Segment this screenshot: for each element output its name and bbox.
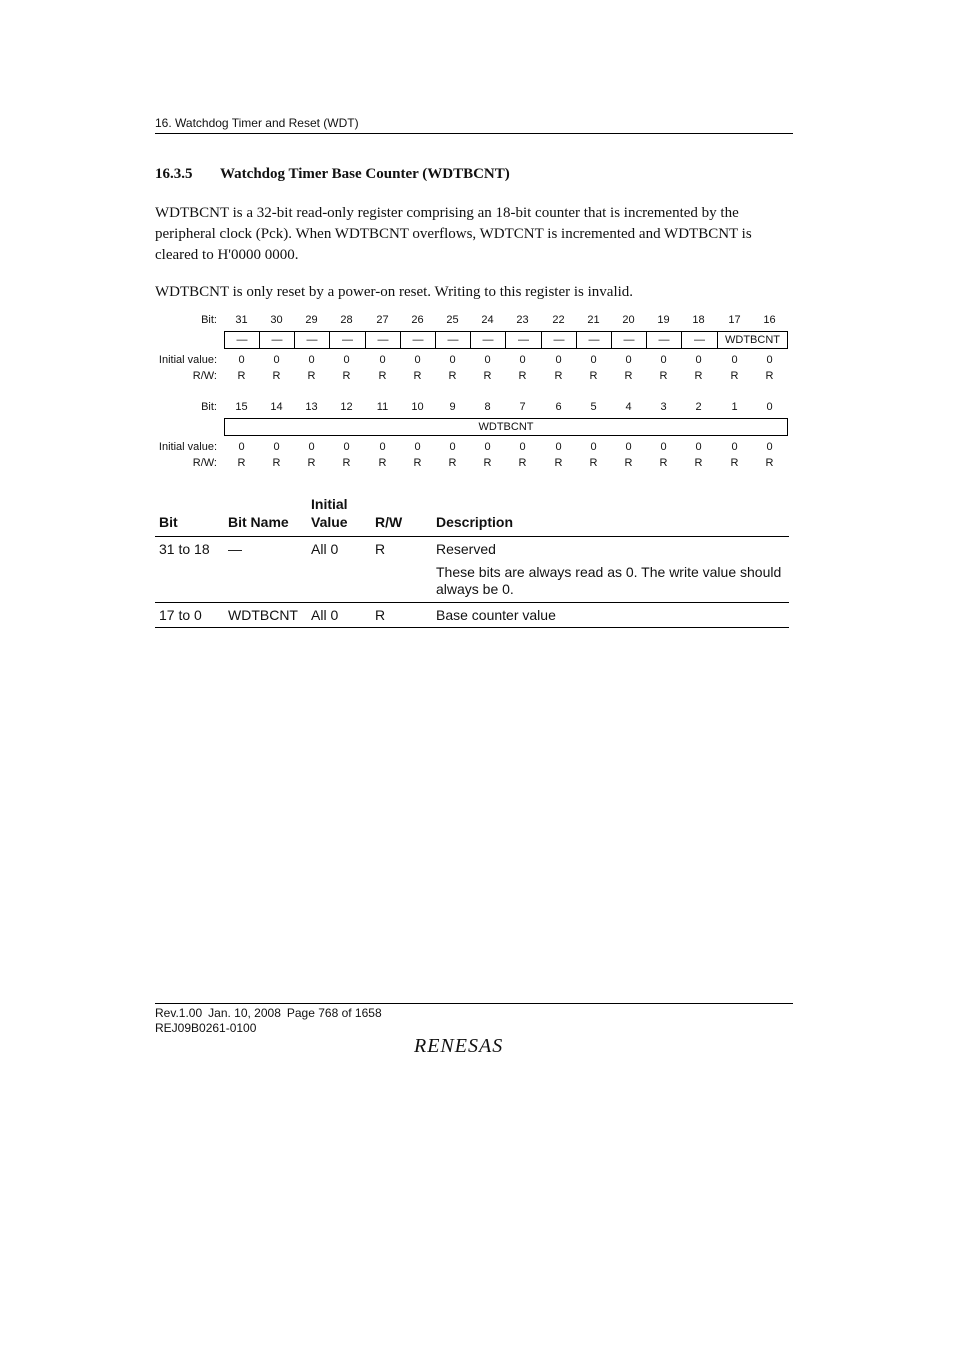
bit-number: 22 — [552, 314, 565, 326]
rw-value: R — [765, 370, 774, 382]
bit-number: 17 — [728, 314, 741, 326]
row-initial: All 0 — [311, 607, 339, 623]
rw-value: R — [659, 370, 668, 382]
row-rw: R — [375, 541, 386, 557]
register-diagram-upper — [155, 314, 795, 386]
rw-label: R/W: — [192, 457, 217, 469]
rw-value: R — [694, 370, 703, 382]
wdtbcnt-upper-field: WDTBCNT — [717, 331, 788, 349]
bit-number: 8 — [484, 401, 491, 413]
rw-value: R — [413, 370, 422, 382]
rw-row — [155, 457, 795, 473]
bit-number: 3 — [660, 401, 667, 413]
initial-value-label: Initial value: — [158, 354, 217, 366]
initial-value: 0 — [308, 441, 315, 453]
table-row — [155, 603, 789, 628]
rw-value: R — [765, 457, 774, 469]
bit-number: 18 — [692, 314, 705, 326]
header-rw: R/W — [375, 514, 403, 530]
bit-number: 24 — [481, 314, 494, 326]
wdtbcnt-lower-field: WDTBCNT — [224, 418, 788, 436]
initial-value: 0 — [343, 354, 350, 366]
reserved-field: — — [541, 331, 577, 349]
bit-number: 9 — [449, 401, 456, 413]
rw-value: R — [659, 457, 668, 469]
row-initial: All 0 — [311, 541, 339, 557]
bit-number: 4 — [625, 401, 632, 413]
reserved-field: — — [646, 331, 682, 349]
row-bit-name: — — [228, 541, 242, 557]
header-bit-name: Bit Name — [228, 514, 289, 530]
description-detail: These bits are always read as 0. The write value should always be 0. — [436, 564, 782, 597]
row-description — [436, 541, 786, 598]
initial-value: 0 — [590, 354, 597, 366]
initial-value-row — [155, 354, 795, 370]
rw-value: R — [272, 457, 281, 469]
rw-value: R — [554, 370, 563, 382]
reserved-field: — — [294, 331, 330, 349]
reserved-field: — — [435, 331, 471, 349]
bit-number: 28 — [340, 314, 353, 326]
bit-number-row — [155, 314, 795, 330]
paragraph-reset-note: WDTBCNT is only reset by a power-on reset. Writing to this register is invalid. — [155, 284, 634, 300]
initial-value: 0 — [379, 441, 386, 453]
row-rw: R — [375, 607, 386, 623]
initial-value: 0 — [308, 354, 315, 366]
rw-value: R — [518, 370, 527, 382]
table-row — [155, 537, 789, 603]
reserved-field: — — [505, 331, 542, 349]
rw-value: R — [518, 457, 527, 469]
page-footer — [155, 1006, 388, 1036]
initial-value: 0 — [238, 354, 245, 366]
initial-value: 0 — [484, 441, 491, 453]
rw-value: R — [589, 370, 598, 382]
rw-value: R — [589, 457, 598, 469]
row-description: Base counter value — [436, 607, 556, 623]
initial-value: 0 — [555, 441, 562, 453]
initial-value: 0 — [519, 441, 526, 453]
header-rule — [155, 133, 793, 134]
footer-rev: Rev.1.00 — [155, 1006, 203, 1020]
reserved-field: — — [329, 331, 366, 349]
field-box-row — [155, 331, 795, 351]
bit-label: Bit: — [201, 401, 217, 413]
rw-value: R — [378, 457, 387, 469]
rw-value: R — [448, 457, 457, 469]
bit-number: 27 — [376, 314, 389, 326]
bit-number: 1 — [731, 401, 738, 413]
initial-value: 0 — [625, 354, 632, 366]
rw-value: R — [272, 370, 281, 382]
table-header — [155, 494, 789, 537]
reserved-field: — — [611, 331, 647, 349]
bit-number: 2 — [695, 401, 702, 413]
rw-row — [155, 370, 795, 386]
rw-value: R — [307, 457, 316, 469]
initial-value: 0 — [766, 441, 773, 453]
initial-value: 0 — [449, 354, 456, 366]
section-title: Watchdog Timer Base Counter (WDTBCNT) — [220, 166, 510, 182]
header-initial-value — [311, 495, 348, 531]
rw-value: R — [624, 370, 633, 382]
footer-doc-number: REJ09B0261-0100 — [155, 1021, 257, 1035]
initial-value-row — [155, 441, 795, 457]
reserved-field: — — [576, 331, 612, 349]
initial-value: 0 — [590, 441, 597, 453]
rw-value: R — [307, 370, 316, 382]
initial-value: 0 — [343, 441, 350, 453]
bit-number: 7 — [519, 401, 526, 413]
initial-value: 0 — [766, 354, 773, 366]
running-header: 16. Watchdog Timer and Reset (WDT) — [155, 116, 359, 130]
initial-value: 0 — [449, 441, 456, 453]
bit-number: 20 — [622, 314, 635, 326]
bit-number: 14 — [270, 401, 283, 413]
header-bit: Bit — [159, 514, 178, 530]
bit-description-table — [155, 494, 789, 628]
rw-value: R — [342, 457, 351, 469]
bit-number: 31 — [235, 314, 248, 326]
row-bit: 31 to 18 — [159, 541, 210, 557]
section-number: 16.3.5 — [155, 166, 193, 182]
bit-number: 6 — [555, 401, 562, 413]
header-description: Description — [436, 514, 514, 530]
bit-number: 23 — [516, 314, 529, 326]
footer-date: Jan. 10, 2008 — [208, 1006, 281, 1020]
bit-number: 16 — [763, 314, 776, 326]
rw-value: R — [237, 370, 246, 382]
bit-number: 11 — [376, 401, 389, 413]
row-bit-name: WDTBCNT — [228, 607, 298, 623]
rw-value: R — [730, 457, 739, 469]
rw-value: R — [554, 457, 563, 469]
bit-number: 10 — [411, 401, 424, 413]
register-diagram-lower — [155, 401, 795, 473]
initial-value: 0 — [555, 354, 562, 366]
initial-value: 0 — [273, 354, 280, 366]
field-box-row — [155, 418, 795, 438]
bit-number-row — [155, 401, 795, 417]
reserved-field: — — [259, 331, 295, 349]
rw-label: R/W: — [192, 370, 217, 382]
bit-number: 5 — [590, 401, 597, 413]
bit-number: 13 — [305, 401, 318, 413]
bit-number: 26 — [411, 314, 424, 326]
reserved-field: — — [365, 331, 401, 349]
initial-value: 0 — [484, 354, 491, 366]
initial-value: 0 — [731, 354, 738, 366]
initial-value: 0 — [414, 354, 421, 366]
renesas-logo — [413, 1035, 533, 1055]
description-title: Reserved — [436, 541, 496, 557]
paragraph-description: WDTBCNT is a 32-bit read-only register comprising an 18-bit counter that is incremented by the peripheral clock (Pck). When WDTBCNT overflows, WDTCNT is incremented and WDTBCNT is cleared to H'0000 0000. — [155, 205, 752, 263]
bit-number: 30 — [270, 314, 283, 326]
initial-value: 0 — [238, 441, 245, 453]
rw-value: R — [448, 370, 457, 382]
rw-value: R — [378, 370, 387, 382]
rw-value: R — [694, 457, 703, 469]
rw-value: R — [237, 457, 246, 469]
footer-revision-line — [155, 1006, 388, 1021]
initial-value: 0 — [660, 354, 667, 366]
reserved-field: — — [681, 331, 718, 349]
footer-page: Page 768 of 1658 — [286, 1006, 382, 1020]
initial-value: 0 — [660, 441, 667, 453]
initial-value: 0 — [731, 441, 738, 453]
bit-number: 29 — [305, 314, 318, 326]
rw-value: R — [342, 370, 351, 382]
reserved-field: — — [470, 331, 506, 349]
renesas-logo-text: RENESAS — [414, 1035, 504, 1055]
rw-value: R — [730, 370, 739, 382]
bit-number: 0 — [766, 401, 773, 413]
initial-value: 0 — [379, 354, 386, 366]
footer-rule — [155, 1003, 793, 1004]
reserved-field: — — [400, 331, 436, 349]
initial-value: 0 — [273, 441, 280, 453]
header-initial-line1: Initial — [311, 496, 348, 512]
rw-value: R — [483, 370, 492, 382]
rw-value: R — [413, 457, 422, 469]
row-bit: 17 to 0 — [159, 607, 202, 623]
rw-value: R — [483, 457, 492, 469]
bit-number: 21 — [587, 314, 600, 326]
section-heading — [155, 166, 510, 183]
initial-value: 0 — [695, 354, 702, 366]
initial-value: 0 — [519, 354, 526, 366]
bit-number: 19 — [657, 314, 670, 326]
bit-number: 25 — [446, 314, 459, 326]
initial-value: 0 — [625, 441, 632, 453]
rw-value: R — [624, 457, 633, 469]
initial-value: 0 — [695, 441, 702, 453]
bit-number: 15 — [235, 401, 248, 413]
initial-value-label: Initial value: — [158, 441, 217, 453]
header-initial-line2: Value — [311, 514, 348, 530]
bit-label: Bit: — [201, 314, 217, 326]
bit-number: 12 — [340, 401, 353, 413]
reserved-field: — — [224, 331, 260, 349]
initial-value: 0 — [414, 441, 421, 453]
